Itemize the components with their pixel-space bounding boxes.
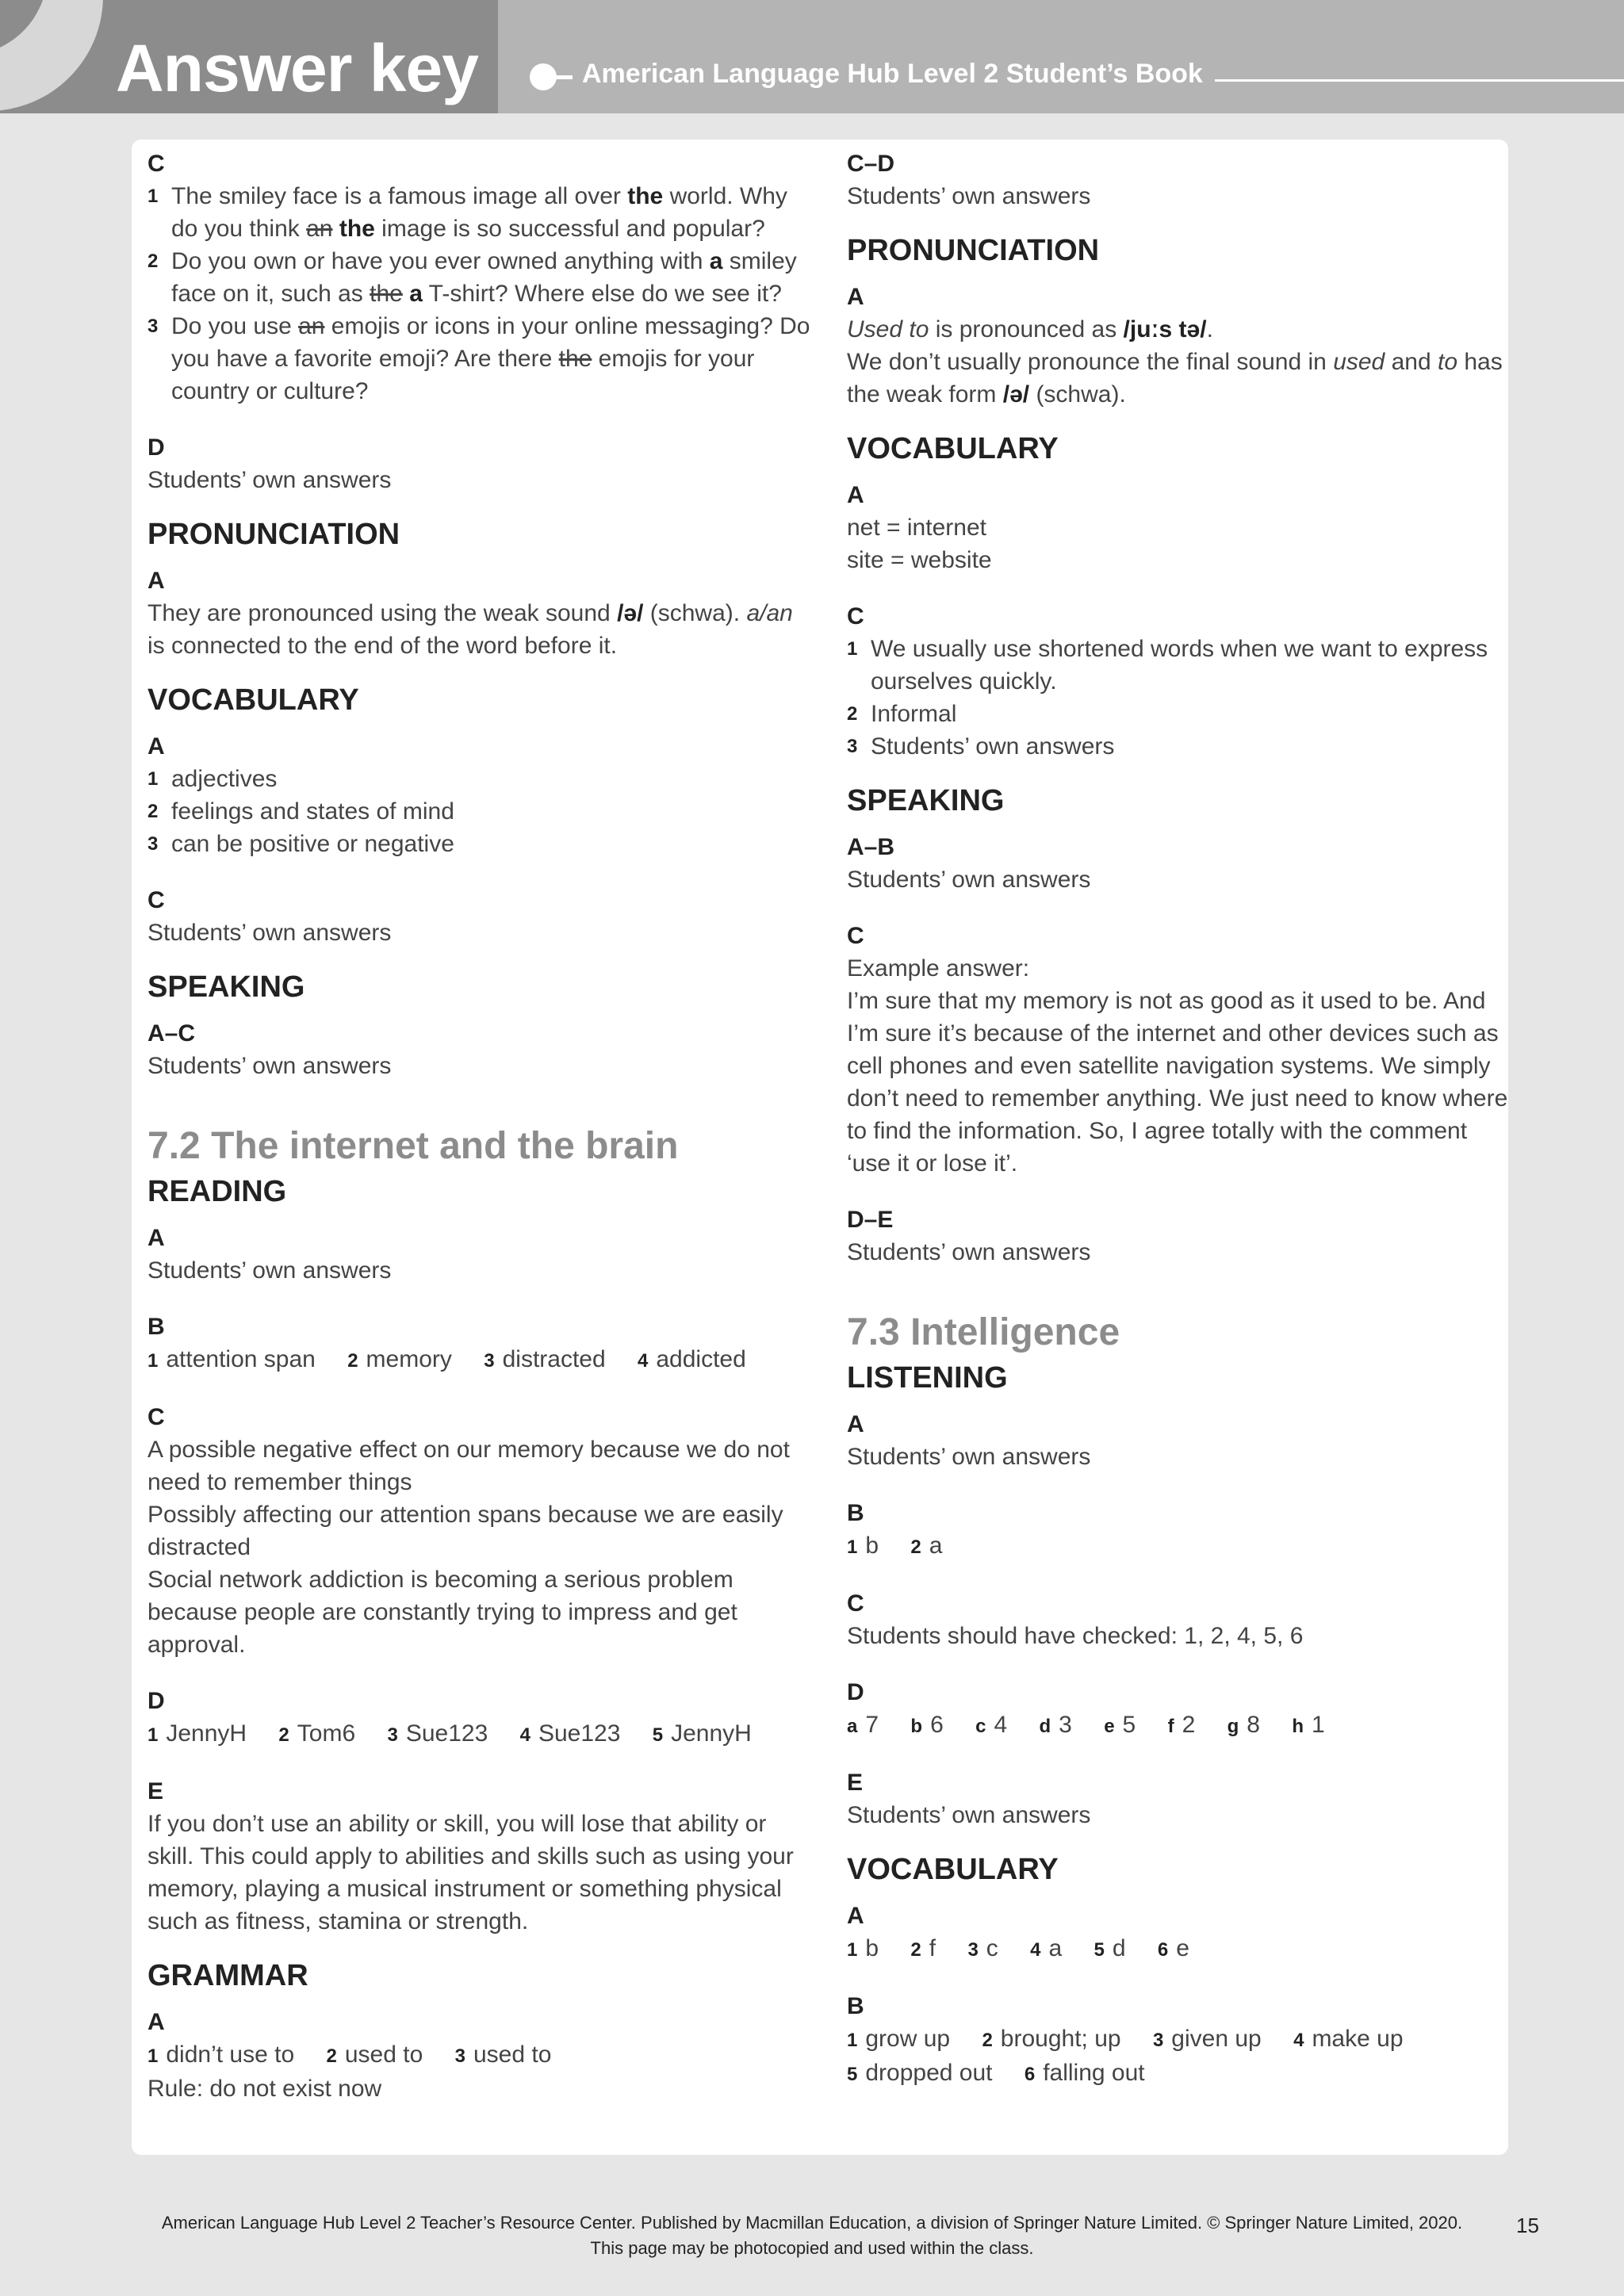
list-item	[147, 180, 814, 245]
section-heading: PRONUNCIATION	[147, 518, 400, 551]
answer-text: If you don’t use an ability or skill, you will lose that ability or skill. This could apply to abilities and skills such as using your memory, playing a musical instrument or something physical such as fitness, stamina or strength.	[147, 1811, 794, 1934]
exercise-label: A	[147, 2009, 165, 2035]
answer-text: We don’t usually pronounce the final sound in used and to has the weak form /ə/ (schwa).	[847, 349, 1503, 408]
exercise-label: B	[847, 1500, 864, 1526]
section-heading: PRONUNCIATION	[847, 234, 1100, 267]
list-item: 3 Students’ own answers	[847, 733, 1115, 760]
section-heading: SPEAKING	[847, 784, 1005, 817]
inline-answers: 1 b 2 a	[847, 1533, 943, 1559]
answer-text: Students’ own answers	[847, 1239, 1091, 1265]
photocopy-notice: This page may be photocopied and used within the class.	[590, 2238, 1034, 2258]
exercise-label: A	[847, 284, 864, 310]
answer-text: Students’ own answers	[147, 1053, 392, 1079]
page-footer	[0, 2210, 1624, 2261]
answer-text: Rule: do not exist now	[147, 2076, 382, 2102]
exercise-label: D	[147, 434, 165, 461]
item-text: Do you own or have you ever owned anything with a smiley face on it, such as the a T-shirt? Where else do we see it?	[171, 248, 797, 307]
list-item: 2 Informal	[847, 701, 957, 727]
section-heading: VOCABULARY	[847, 1853, 1059, 1886]
inline-answers: a 7 b 6 c 4 d 3 e 5 f 2 g 8 h 1	[847, 1712, 1325, 1738]
section-heading: READING	[147, 1175, 287, 1208]
answer-text: Students should have checked: 1, 2, 4, 5, 6	[847, 1623, 1304, 1649]
answer-text: Possibly affecting our attention spans because we are easily distracted	[147, 1502, 783, 1560]
unit-heading: 7.3 Intelligence	[847, 1311, 1120, 1353]
answer-text: Example answer:	[847, 955, 1030, 982]
answer-text: Students’ own answers	[847, 1444, 1091, 1470]
inline-answers: 1 grow up 2 brought; up 3 given up 4 make up	[847, 2026, 1404, 2052]
exercise-label: A	[847, 482, 864, 508]
exercise-label: A–C	[147, 1020, 196, 1047]
answer-text: Students’ own answers	[147, 1257, 392, 1284]
exercise-label: A	[147, 1225, 165, 1251]
exercise-label: E	[147, 1778, 164, 1804]
item-number: 3	[147, 316, 159, 337]
answer-text: Students’ own answers	[847, 867, 1091, 893]
item-text: The smiley face is a famous image all over the world. Why do you think an the image is so successful and popular?	[171, 183, 787, 242]
answer-text: Students’ own answers	[147, 467, 392, 493]
answer-text: Students’ own answers	[847, 1802, 1091, 1828]
answer-text: Students’ own answers	[147, 920, 392, 946]
section-heading: LISTENING	[847, 1361, 1008, 1395]
exercise-label: A	[847, 1903, 864, 1929]
list-item: 2 feelings and states of mind	[147, 798, 454, 825]
item-number: 1	[147, 186, 159, 207]
list-item: 1 We usually use shortened words when we want to express ourselves quickly.	[847, 636, 1488, 695]
item-number: 2	[147, 251, 159, 272]
inline-answers: 5 dropped out 6 falling out	[847, 2060, 1145, 2086]
answer-text: Social network addiction is becoming a serious problem because people are constantly trying to impress and get approval.	[147, 1567, 737, 1658]
copyright-line: American Language Hub Level 2 Teacher’s Resource Center. Published by Macmillan Education, a division of Springer Nature Limited. © Springer Nature Limited, 2020.	[161, 2213, 1463, 2233]
unit-heading: 7.2 The internet and the brain	[147, 1125, 679, 1167]
inline-answers: 1 didn’t use to 2 used to 3 used to	[147, 2042, 552, 2068]
section-heading: VOCABULARY	[847, 432, 1059, 465]
right-column	[847, 147, 1513, 2091]
bullet-dot-icon	[530, 63, 557, 90]
exercise-label: C	[147, 151, 165, 177]
bullet-dash	[555, 75, 573, 79]
inline-answers: 1 b 2 f 3 c 4 a 5 d 6 e	[847, 1935, 1189, 1961]
exercise-label: C	[147, 1404, 165, 1430]
answer-text: Students’ own answers	[847, 183, 1091, 209]
answer-text: Used to is pronounced as /juːs tə/.	[847, 316, 1213, 342]
exercise-label: D	[847, 1679, 864, 1705]
inline-answers: 1 JennyH 2 Tom6 3 Sue123 4 Sue123 5 JennyH	[147, 1720, 752, 1747]
exercise-label: C	[847, 603, 864, 629]
inline-answers: 1 attention span 2 memory 3 distracted 4 addicted	[147, 1346, 746, 1372]
exercise-label: C	[847, 923, 864, 949]
book-subtitle: American Language Hub Level 2 Student’s Book	[582, 59, 1203, 89]
exercise-label: A	[147, 568, 165, 594]
exercise-label: C	[147, 887, 165, 913]
exercise-label: C	[847, 1590, 864, 1617]
exercise-label: D	[147, 1688, 165, 1714]
header-subtitle-bar	[498, 0, 1624, 113]
header-rule	[1215, 79, 1624, 82]
exercise-label: B	[147, 1314, 165, 1340]
page-number: 15	[1516, 2214, 1539, 2237]
exercise-label: B	[847, 1993, 864, 2019]
section-heading: SPEAKING	[147, 970, 305, 1004]
page-title: Answer key	[116, 31, 478, 105]
answer-text: They are pronounced using the weak sound /ə/ (schwa). a/an is connected to the end of the word before it.	[147, 600, 793, 659]
exercise-label: E	[847, 1770, 864, 1796]
list-item	[147, 310, 814, 408]
exercise-label: A–B	[847, 834, 895, 860]
exercise-label: D–E	[847, 1207, 894, 1233]
exercise-label: C–D	[847, 151, 895, 177]
list-item: 3 can be positive or negative	[147, 831, 454, 857]
answer-text: I’m sure that my memory is not as good as it used to be. And I’m sure it’s because of the internet and other devices such as cell phones and even satellite navigation systems. We simply don’t need to remember anything. We just need to know where to find the information. So, I agree totally with the comment ‘use it or lose it’.	[847, 988, 1508, 1177]
item-text: Do you use an emojis or icons in your online messaging? Do you have a favorite emoji? Are there the emojis for your country or culture?	[171, 313, 810, 404]
list-item	[147, 245, 814, 310]
answer-text: site = website	[847, 547, 992, 573]
section-heading: VOCABULARY	[147, 683, 359, 717]
answer-text: A possible negative effect on our memory because we do not need to remember things	[147, 1437, 790, 1495]
list-item: 1 adjectives	[147, 766, 278, 792]
exercise-label: A	[847, 1411, 864, 1437]
answer-text: net = internet	[847, 515, 986, 541]
left-column	[147, 147, 814, 2105]
section-heading: GRAMMAR	[147, 1959, 308, 1992]
exercise-label: A	[147, 733, 165, 760]
